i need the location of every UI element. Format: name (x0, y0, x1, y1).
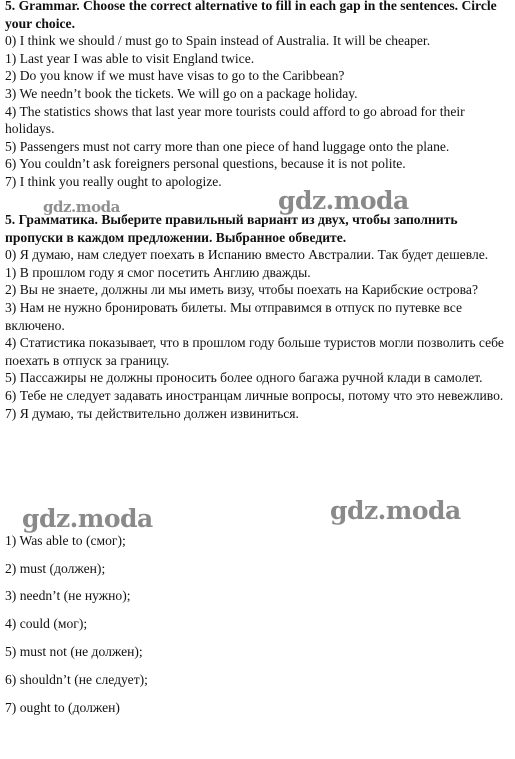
answer-item-7: 7) ought to (должен) (5, 700, 120, 715)
answer-item-6: 6) shouldn’t (не следует); (5, 672, 148, 687)
watermark-logo: gdz.moda (278, 186, 409, 215)
russian-section (5, 211, 510, 422)
english-item-6: 6) You couldn’t ask foreigners personal questions, because it is not polite. (5, 156, 406, 172)
english-item-1: 1) Last year I was able to visit England twice. (5, 50, 255, 66)
answer-item-2: 2) must (должен); (5, 561, 106, 576)
english-item-2: 2) Do you know if we must have visas to go to the Caribbean? (5, 68, 345, 84)
english-item-7: 7) I think you really ought to apologize. (5, 173, 222, 189)
answer-item-1: 1) Was able to (смог); (5, 533, 126, 548)
answer-item-5: 5) must not (не должен); (5, 644, 143, 659)
russian-item-6: 6) Тебе не следует задавать иностранцам личные вопросы, потому что это невежливо. (5, 387, 504, 403)
russian-item-1: 1) В прошлом году я смог посетить Англию дважды. (5, 264, 311, 280)
watermark-logo: gdz.moda (43, 198, 120, 216)
russian-item-7: 7) Я думаю, ты действительно должен извиниться. (5, 405, 299, 421)
english-task-title: 5. Grammar. Choose the correct alternative to fill in each gap in the sentences. Circle your choice. (5, 0, 497, 31)
russian-item-4: 4) Статистика показывает, что в прошлом году больше туристов могли позволить себе поехать в отпуск за границу. (5, 335, 504, 368)
watermark-logo: gdz.moda (330, 496, 461, 525)
english-section (5, 0, 510, 191)
russian-item-2: 2) Вы не знаете, должны ли мы иметь визу, чтобы поехать на Карибские острова? (5, 282, 478, 298)
english-item-5: 5) Passengers must not carry more than one piece of hand luggage onto the plane. (5, 138, 450, 154)
watermark-logo: gdz.moda (22, 504, 153, 533)
russian-item-5: 5) Пассажиры не должны проносить более одного багажа ручной клади в самолет. (5, 370, 483, 386)
english-item-3: 3) We needn’t book the tickets. We will go on a package holiday. (5, 85, 358, 101)
answer-item-4: 4) could (мог); (5, 616, 88, 631)
russian-item-3: 3) Нам не нужно бронировать билеты. Мы отправимся в отпуск по путевке все включено. (5, 299, 462, 333)
english-item-0: 0) I think we should / must go to Spain instead of Australia. It will be cheaper. (5, 33, 431, 49)
answer-item-3: 3) needn’t (не нужно); (5, 588, 131, 603)
russian-task-title: 5. Грамматика. Выберите правильный вариант из двух, чтобы заполнить пропуски в каждом предложении. Выбранное обведите. (5, 212, 458, 245)
english-item-4: 4) The statistics shows that last year more tourists could afford to go abroad for their holidays. (5, 103, 465, 137)
russian-item-0: 0) Я думаю, нам следует поехать в Испанию вместо Австралии. Так будет дешевле. (5, 247, 489, 263)
